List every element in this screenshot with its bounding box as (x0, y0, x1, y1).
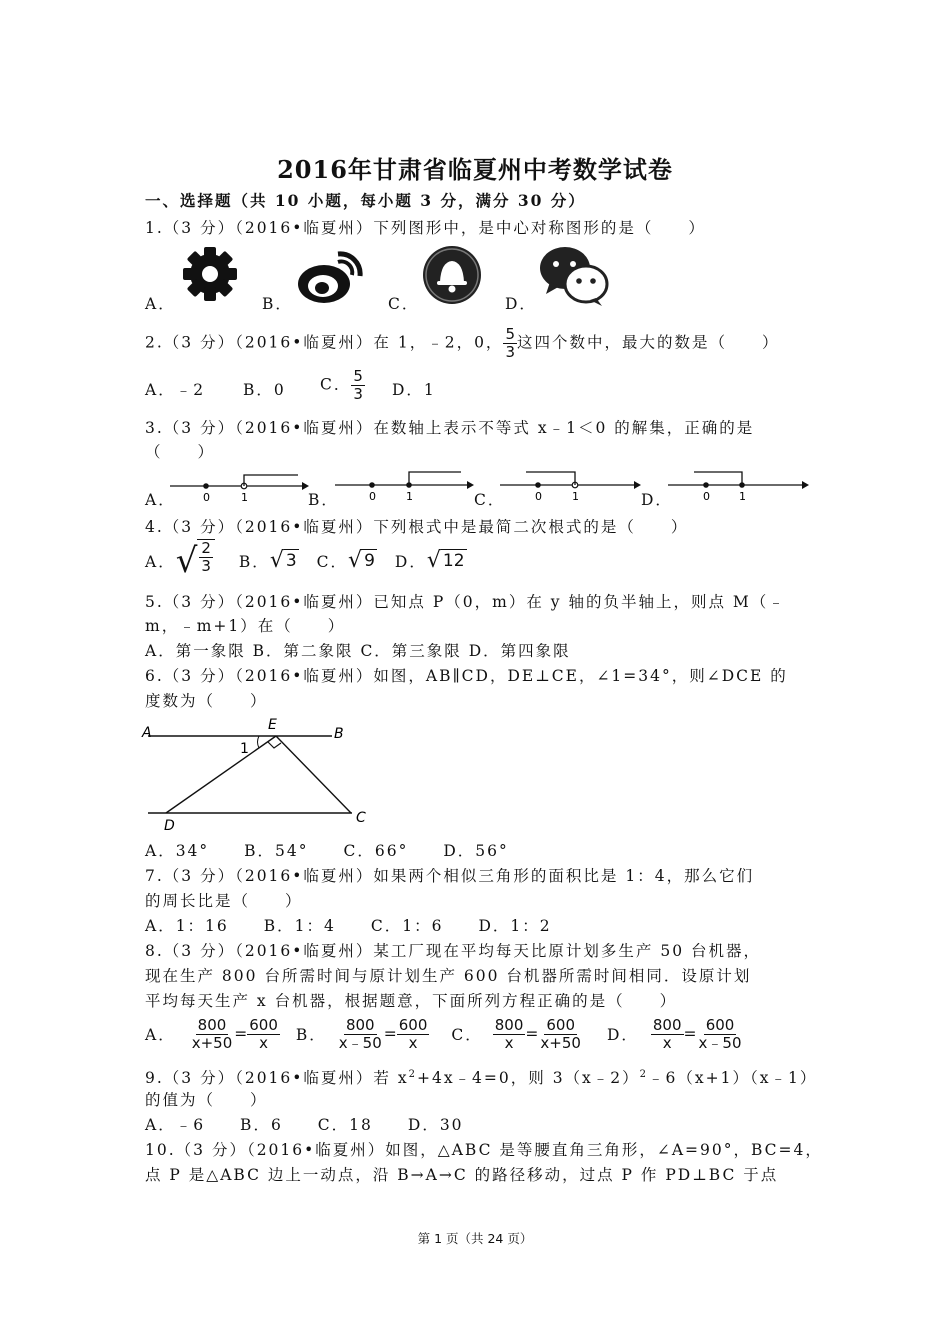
q4-option-d-root: √ 12 (426, 548, 465, 573)
q2-option-b: B．0 (243, 381, 286, 399)
q4-a-num: 2 (201, 539, 211, 557)
q3-label-c: C． (474, 491, 506, 509)
q4-d-rad: 12 (442, 551, 465, 571)
q2-frac-num: 5 (505, 325, 515, 343)
q8-options (145, 1013, 744, 1055)
q1-label-d: D． (505, 295, 537, 313)
q8-option-d-label: D． (606, 1026, 639, 1044)
q3-stem-2: （ ） (145, 443, 216, 461)
q8-b-left-den: x﹣50 (338, 1033, 382, 1052)
q7-options: A．1：16 B．1：4 C．1：6 D．1：2 (145, 917, 552, 935)
wechat-icon (538, 244, 610, 308)
q9-stem-b: +4x﹣4=0，则 3（x﹣2） (416, 1069, 640, 1088)
q3-numberline-a (168, 470, 310, 504)
q4-option-d-label: D． (394, 553, 427, 571)
q2-frac-den: 3 (505, 343, 515, 361)
bell-icon (420, 244, 484, 306)
q9-options: A．﹣6 B．6 C．18 D．30 (145, 1116, 464, 1134)
q7-stem-1: 7.（3 分）（2016•临夏州）如果两个相似三角形的面积比是 1：4，那么它们 (145, 867, 755, 885)
q8-d-equals: = (683, 1025, 697, 1043)
q8-c-right-num: 600 (546, 1015, 575, 1034)
section-heading: 一、选择题（共 10 小题，每小题 3 分，满分 30 分） (145, 191, 586, 210)
q8-b-right-num: 600 (398, 1015, 428, 1034)
q2-option-d: D．1 (392, 381, 436, 399)
q5-options: A．第一象限 B．第二象限 C．第三象限 D．第四象限 (145, 642, 571, 660)
q4-options (145, 538, 467, 584)
q5-stem-1: 5.（3 分）（2016•临夏州）已知点 P（0，m）在 y 轴的负半轴上，则点 M（﹣ (145, 593, 786, 611)
q8-d-right-num: 600 (705, 1015, 735, 1034)
q6-options: A．34° B．54° C．66° D．56° (145, 842, 509, 860)
q8-stem-1: 8.（3 分）（2016•临夏州）某工厂现在平均每天比原计划多生产 50 台机器， (145, 942, 761, 960)
q8-c-right-den: x+50 (540, 1033, 581, 1052)
q2-fraction (503, 326, 517, 361)
q3-numberline-d (666, 468, 810, 504)
q4-option-b-root: √ 3 (269, 548, 297, 573)
gear-icon (180, 244, 240, 304)
q1-label-a: A． (145, 295, 176, 313)
q4-b-rad: 3 (285, 551, 297, 571)
q1-label-b: B． (262, 295, 293, 313)
q8-b-equals: = (383, 1025, 397, 1043)
q3-c-tick-0: 0 (535, 490, 542, 503)
q10-stem-2: 点 P 是△ABC 边上一动点，沿 B→A→C 的路径移动，过点 P 作 PD⊥BC 于点 (145, 1166, 779, 1184)
q3-numberline-c (498, 468, 642, 504)
q2-stem-b: 这四个数中，最大的数是（ ） (516, 333, 780, 352)
q2-option-a: A．﹣2 (145, 381, 206, 399)
q6-label-a: A (142, 725, 152, 741)
q6-label-d: D (164, 818, 175, 834)
q9-stem-2: 的值为（ ） (145, 1091, 268, 1109)
q3-numberline-b (333, 468, 475, 504)
q8-a-left-num: 800 (197, 1015, 227, 1034)
q8-b-left-num: 800 (345, 1015, 375, 1034)
q2-c-frac-den: 3 (353, 385, 363, 403)
q3-d-tick-0: 0 (703, 490, 710, 503)
q6-label-c: C (356, 810, 366, 826)
q8-a-left-den: x+50 (191, 1033, 233, 1052)
q8-d-right-den: x﹣50 (698, 1033, 742, 1052)
q4-option-b-label: B． (238, 553, 270, 571)
q6-stem-2: 度数为（ ） (145, 692, 268, 710)
q3-b-tick-0: 0 (369, 490, 376, 503)
q9-stem-1 (145, 1065, 818, 1088)
q8-option-a-label: A． (145, 1026, 176, 1044)
q4-stem: 4.（3 分）（2016•临夏州）下列根式中是最简二次根式的是（ ） (145, 518, 689, 536)
q8-a-equals: = (234, 1025, 248, 1043)
q6-label-b: B (334, 726, 344, 742)
q8-option-b-label: B． (295, 1026, 327, 1044)
q3-label-d: D． (641, 491, 673, 509)
q4-option-a-root: √ $\frac{2}{3}$ (176, 539, 215, 583)
q8-c-left-num: 800 (494, 1015, 524, 1034)
q9-sup-2: 2 (639, 1069, 649, 1080)
q2-stem-a: 2.（3 分）（2016•临夏州）在 1，﹣2，0， (145, 333, 504, 352)
q3-label-b: B． (308, 491, 339, 509)
q3-d-tick-1: 1 (739, 490, 746, 503)
q4-option-c-root: √ 9 (348, 548, 375, 573)
q3-c-tick-1: 1 (572, 490, 579, 503)
q6-figure (140, 712, 372, 834)
q2-c-frac-num: 5 (353, 367, 363, 385)
q6-label-e: E (268, 717, 277, 733)
q8-a-right-den: x (259, 1033, 269, 1052)
q1-stem: 1.（3 分）（2016•临夏州）下列图形中，是中心对称图形的是（ ） (145, 219, 706, 237)
q4-a-den: 3 (201, 557, 211, 575)
q3-a-tick-1: 1 (241, 491, 248, 504)
q8-a-right-num: 600 (249, 1015, 278, 1034)
q4-option-a-label: A． (145, 553, 176, 571)
q10-stem-1: 10.（3 分）（2016•临夏州）如图，△ABC 是等腰直角三角形，∠A=90°，BC=4， (145, 1141, 823, 1159)
q2-option-c (320, 368, 365, 403)
q2-option-c-label: C． (320, 375, 352, 394)
q2-stem (145, 326, 810, 361)
q8-c-equals: = (525, 1025, 539, 1043)
q3-label-a: A． (145, 491, 176, 509)
q9-stem-c: ﹣6（x+1）（x﹣1） (648, 1069, 818, 1088)
page-footer: 第 1 页（共 24 页） (417, 1231, 533, 1246)
q8-d-left-num: 800 (652, 1015, 682, 1034)
q1-label-c: C． (388, 295, 420, 313)
q5-stem-2: m，﹣m+1）在（ ） (145, 617, 346, 635)
q3-stem-1: 3.（3 分）（2016•临夏州）在数轴上表示不等式 x﹣1＜0 的解集，正确的是 (145, 419, 755, 437)
q6-label-1: 1 (240, 741, 249, 757)
weibo-icon (296, 248, 366, 306)
q8-c-left-den: x (504, 1033, 514, 1052)
q8-stem-2: 现在生产 800 台所需时间与原计划生产 600 台机器所需时间相同．设原计划 (145, 967, 752, 985)
q8-stem-3: 平均每天生产 x 台机器，根据题意，下面所列方程正确的是（ ） (145, 992, 678, 1010)
q8-b-right-den: x (408, 1033, 418, 1052)
q3-b-tick-1: 1 (406, 490, 413, 503)
q3-a-tick-0: 0 (203, 491, 210, 504)
q2-option-c-fraction (351, 368, 365, 403)
q7-stem-2: 的周长比是（ ） (145, 892, 303, 910)
q9-stem-a: 9.（3 分）（2016•临夏州）若 x (145, 1069, 409, 1088)
q8-option-c-label: C． (451, 1026, 483, 1044)
q9-sup-1: 2 (408, 1069, 417, 1080)
page-title: 2016年甘肃省临夏州中考数学试卷 (277, 155, 673, 184)
q4-c-rad: 9 (364, 551, 375, 571)
q8-d-left-den: x (662, 1033, 672, 1052)
q6-stem-1: 6.（3 分）（2016•临夏州）如图，AB∥CD，DE⊥CE，∠1=34°，则∠DCE 的 (145, 667, 788, 685)
q4-option-c-label: C． (316, 553, 349, 571)
